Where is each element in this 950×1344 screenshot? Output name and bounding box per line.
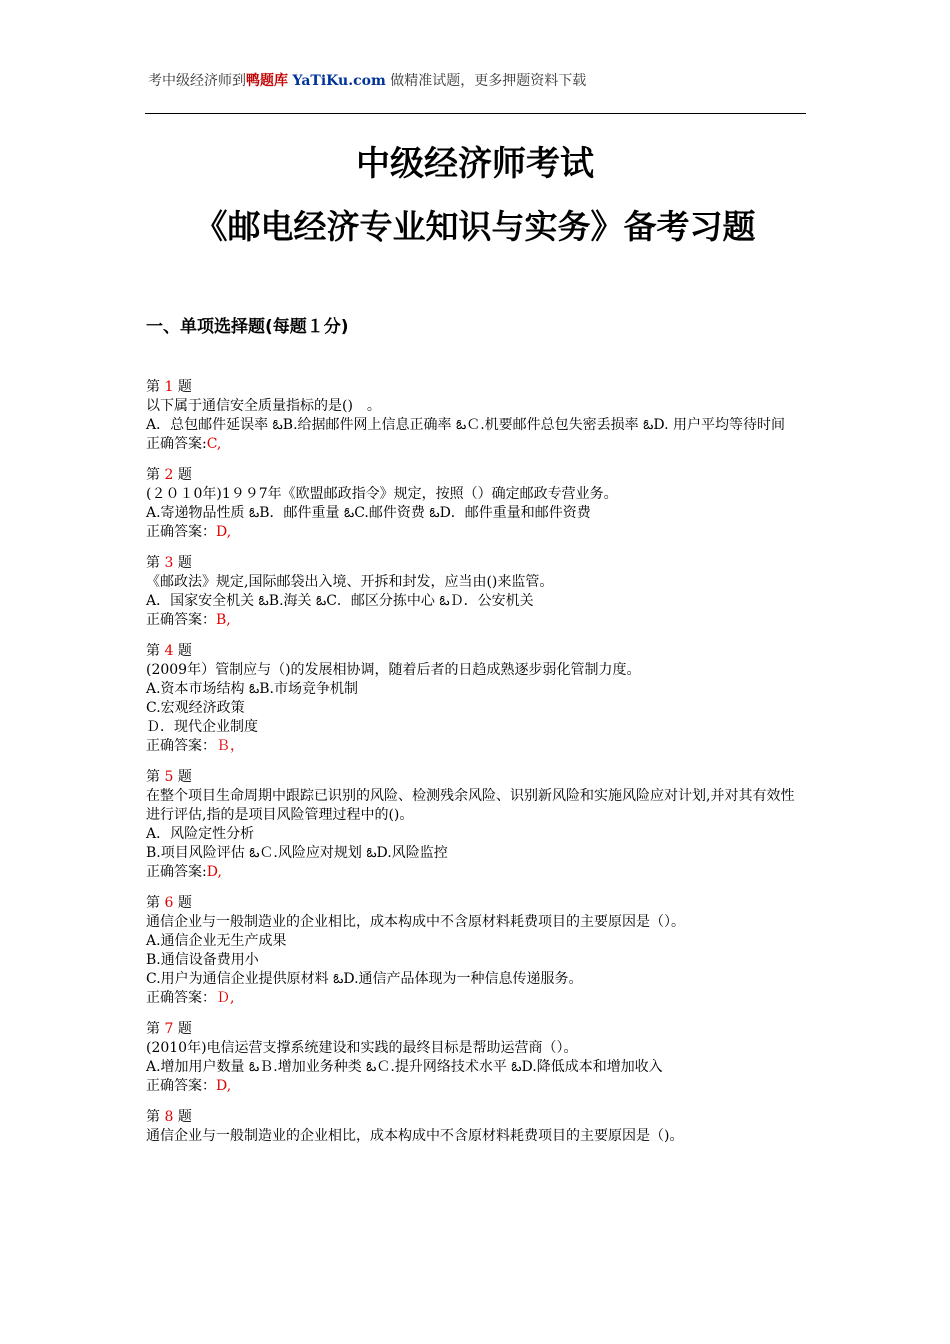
question-number-line — [146, 768, 808, 787]
question-label-di: 第 — [146, 555, 165, 571]
question-list — [146, 378, 808, 1158]
question-block — [146, 554, 808, 630]
question-label-di: 第 — [146, 895, 165, 911]
header-divider — [145, 113, 806, 114]
answer-label: 正确答案： — [146, 612, 216, 628]
answer-value: Ｂ， — [216, 738, 244, 754]
answer-label: 正确答案： — [146, 524, 216, 540]
answer-label: 正确答案： — [146, 738, 216, 754]
answer-value: B, — [216, 612, 231, 628]
question-options: B.通信设备费用小 — [146, 952, 259, 968]
question-number: 7 — [164, 1021, 174, 1037]
answer-value: Ｄ, — [216, 990, 235, 1006]
question-number: 5 — [164, 769, 174, 785]
answer-line — [146, 1077, 808, 1096]
question-options: A.通信企业无生产成果 — [146, 933, 287, 949]
question-options: C.宏观经济政策 — [146, 700, 245, 716]
question-label-di: 第 — [146, 1021, 165, 1037]
question-label-ti: 题 — [173, 643, 192, 659]
question-number: 2 — [164, 467, 174, 483]
answer-value: D, — [216, 524, 232, 540]
question-label-di: 第 — [146, 467, 165, 483]
header-brand: 鸭题库 — [246, 73, 288, 89]
page-header — [148, 72, 586, 90]
question-block — [146, 378, 808, 454]
question-number-line — [146, 1108, 808, 1127]
question-options: A．国家安全机关 ఓB.海关 ఓC．邮区分拣中心 ఓＤ．公安机关 — [146, 593, 534, 609]
question-stem: 《邮政法》规定,国际邮袋出入境、开拆和封发，应当由()来监管。 — [146, 574, 554, 590]
section-heading: 一、单项选择题(每题１分) — [146, 317, 349, 337]
answer-label: 正确答案: — [146, 864, 207, 880]
question-options: A.资本市场结构 ఓB.市场竞争机制 — [146, 681, 358, 697]
question-label-di: 第 — [146, 769, 165, 785]
answer-line — [146, 737, 808, 756]
answer-line — [146, 611, 808, 630]
question-stem: 通信企业与一般制造业的企业相比，成本构成中不含原材料耗费项目的主要原因是（)。 — [146, 1128, 684, 1144]
question-number-line — [146, 894, 808, 913]
header-suffix: 做精准试题，更多押题资料下载 — [390, 73, 587, 89]
question-label-ti: 题 — [173, 555, 192, 571]
question-options: Ｄ．现代企业制度 — [146, 719, 258, 735]
question-number-line — [146, 466, 808, 485]
question-options: A．风险定性分析 — [146, 826, 255, 842]
question-stem: 以下属于通信安全质量指标的是() 。 — [146, 398, 381, 414]
question-label-ti: 题 — [173, 1021, 192, 1037]
question-options: C.用户为通信企业提供原材料 ఓD.通信产品体现为一种信息传递服务。 — [146, 971, 583, 987]
answer-value: D, — [216, 1078, 232, 1094]
question-label-ti: 题 — [173, 895, 192, 911]
question-block — [146, 894, 808, 1008]
question-label-ti: 题 — [173, 379, 192, 395]
question-stem: 通信企业与一般制造业的企业相比，成本构成中不含原材料耗费项目的主要原因是（）。 — [146, 914, 685, 930]
answer-label: 正确答案: — [146, 436, 207, 452]
question-block — [146, 1020, 808, 1096]
question-block — [146, 768, 808, 882]
question-stem: 在整个项目生命周期中跟踪已识别的风险、检测残余风险、识别新风险和实施风险应对计划,并对其有效性进行评估,指的是项目风险管理过程中的()。 — [146, 788, 795, 823]
answer-value: C, — [206, 436, 222, 452]
question-number: 6 — [164, 895, 174, 911]
document-title-line2: 《邮电经济专业知识与实务》备考习题 — [194, 207, 756, 246]
question-number-line — [146, 1020, 808, 1039]
question-number: 8 — [164, 1109, 174, 1125]
question-stem: (2009年）管制应与（)的发展相协调，随着后者的日趋成熟逐步弱化管制力度。 — [146, 662, 641, 678]
question-options: A．总包邮件延误率 ఓB.给据邮件网上信息正确率 ఓＣ.机要邮件总包失密丢损率 ఓD. 用户平均等待时间 — [146, 417, 785, 433]
question-number-line — [146, 642, 808, 661]
question-block — [146, 466, 808, 542]
question-stem: (２０１0年)1９９7年《欧盟邮政指令》规定，按照（）确定邮政专营业务。 — [146, 486, 618, 502]
answer-line — [146, 523, 808, 542]
question-number-line — [146, 378, 808, 397]
question-options: B.项目风险评估 ఓＣ.风险应对规划 ఓD.风险监控 — [146, 845, 448, 861]
question-block — [146, 642, 808, 756]
question-options: A.增加用户数量 ఓＢ.增加业务种类 ఓＣ.提升网络技术水平 ఓD.降低成本和增加收入 — [146, 1059, 663, 1075]
question-label-di: 第 — [146, 1109, 165, 1125]
document-title-line1: 中级经济师考试 — [356, 144, 594, 184]
question-label-ti: 题 — [173, 769, 192, 785]
header-prefix: 考中级经济师到 — [148, 73, 246, 89]
question-number-line — [146, 554, 808, 573]
answer-line — [146, 989, 808, 1008]
question-label-ti: 题 — [173, 1109, 192, 1125]
question-label-di: 第 — [146, 379, 165, 395]
header-site-link[interactable]: YaTiKu.com — [292, 73, 386, 89]
question-options: A.寄递物品性质 ఓB．邮件重量 ఓC.邮件资费 ఓD．邮件重量和邮件资费 — [146, 505, 591, 521]
question-stem: (2010年)电信运营支撑系统建设和实践的最终目标是帮助运营商（）。 — [146, 1040, 578, 1056]
question-number: 3 — [164, 555, 174, 571]
question-number: 1 — [164, 379, 174, 395]
question-label-di: 第 — [146, 643, 165, 659]
answer-line — [146, 863, 808, 882]
question-label-ti: 题 — [173, 467, 192, 483]
answer-label: 正确答案： — [146, 1078, 216, 1094]
answer-line — [146, 435, 808, 454]
answer-label: 正确答案： — [146, 990, 216, 1006]
answer-value: D, — [206, 864, 222, 880]
question-block — [146, 1108, 808, 1146]
question-number: 4 — [164, 643, 174, 659]
